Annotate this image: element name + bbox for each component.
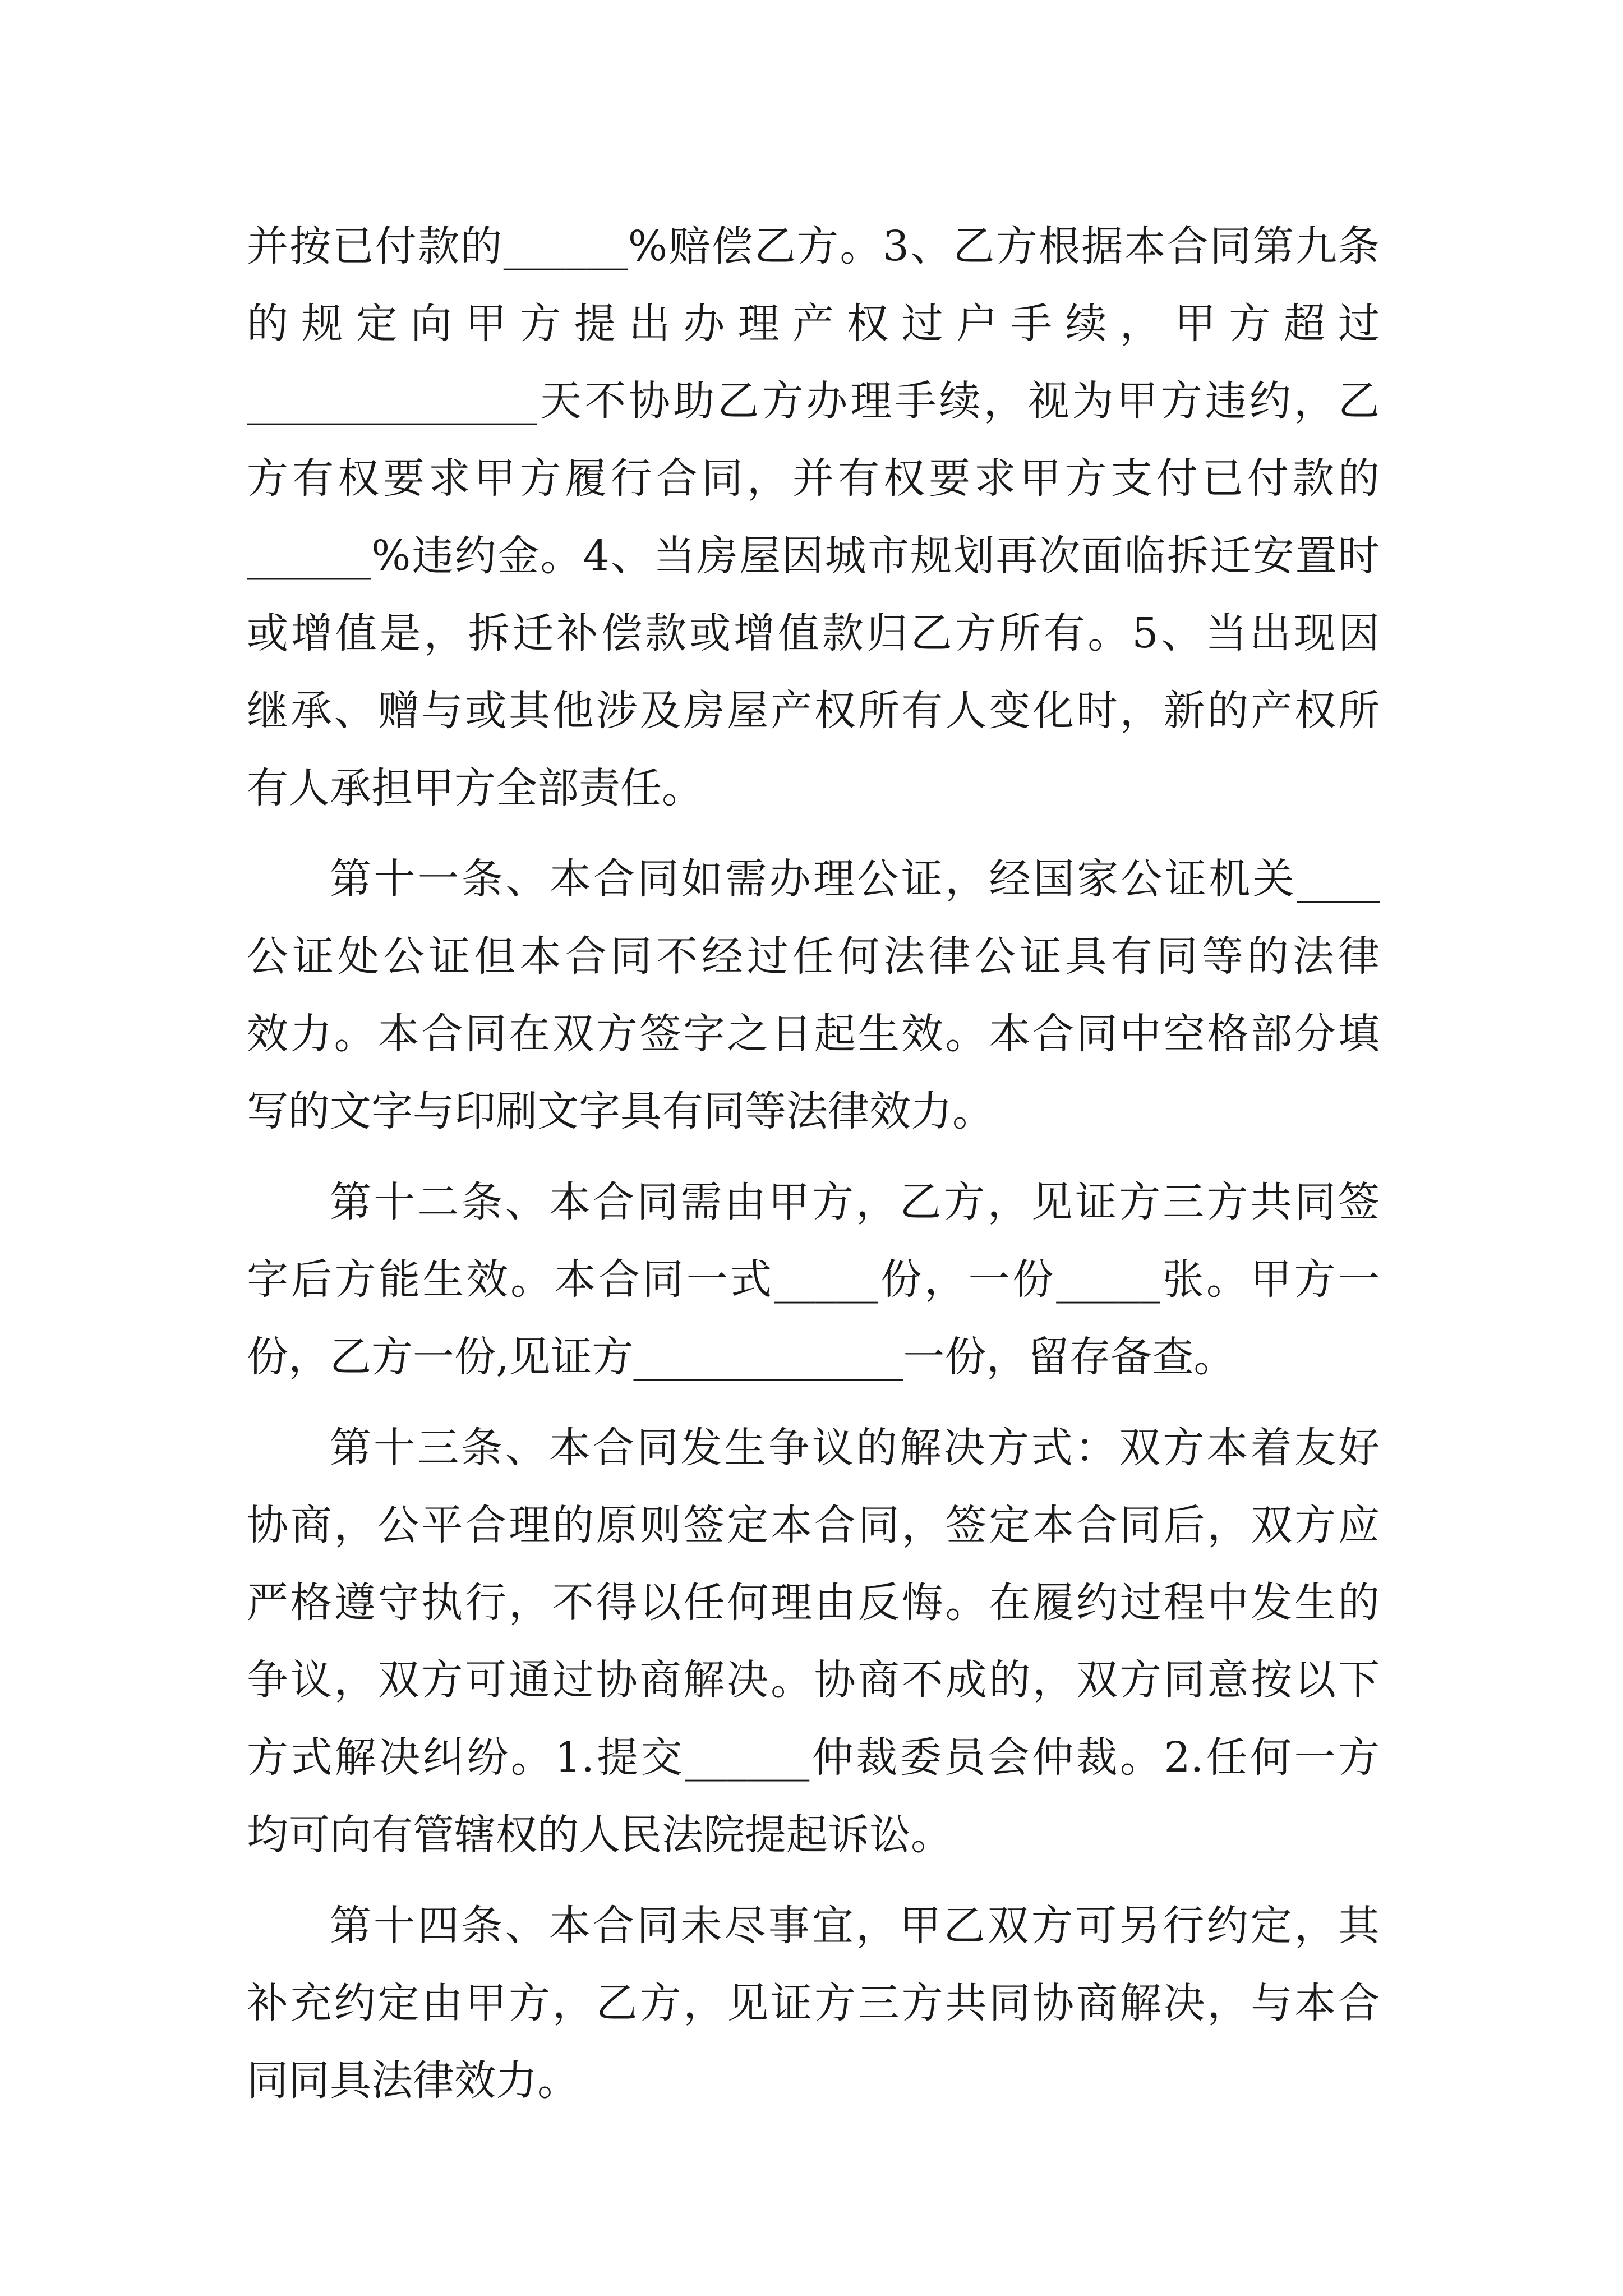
clause-14 (247, 1887, 1380, 2119)
text-line: 公证处公证但本合同不经过任何法律公证具有同等的法律 (247, 932, 1380, 981)
text-line: ______________天不协助乙方办理手续，视为甲方违约，乙 (247, 377, 1380, 425)
text-line: 同同具法律效力。 (247, 2056, 579, 2105)
text-line: 争议，双方可通过协商解决。协商不成的，双方同意按以下 (247, 1656, 1380, 1704)
clause-12 (247, 1163, 1380, 1396)
text-line: 并按已付款的______%赔偿乙方。3、乙方根据本合同第九条 (247, 222, 1380, 270)
text-line: 第十一条、本合同如需办理公证，经国家公证机关____ (330, 855, 1380, 903)
clause-13 (247, 1409, 1380, 1874)
text-line: 方式解决纠纷。1.提交______仲裁委员会仲裁。2.任何一方 (247, 1733, 1380, 1782)
text-line: 第十三条、本合同发生争议的解决方式：双方本着友好 (330, 1424, 1380, 1472)
text-line: 第十二条、本合同需由甲方，乙方，见证方三方共同签 (330, 1178, 1380, 1226)
clause-10-continued (247, 208, 1380, 827)
text-line: 继承、赠与或其他涉及房屋产权所有人变化时，新的产权所 (247, 687, 1380, 735)
document-body (247, 208, 1380, 2119)
text-line: 写的文字与印刷文字具有同等法律效力。 (247, 1087, 994, 1135)
text-line: ______%违约金。4、当房屋因城市规划再次面临拆迁安置时 (247, 532, 1380, 580)
text-line: 严格遵守执行，不得以任何理由反悔。在履约过程中发生的 (247, 1579, 1380, 1627)
text-line: 均可向有管辖权的人民法院提起诉讼。 (247, 1811, 952, 1859)
text-line: 字后方能生效。本合同一式_____份，一份_____张。甲方一 (247, 1255, 1380, 1304)
text-line: 第十四条、本合同未尽事宜，甲乙双方可另行约定，其 (330, 1902, 1380, 1950)
text-line: 份，乙方一份,见证方_____________一份，留存备查。 (247, 1333, 1235, 1381)
text-line: 补充约定由甲方，乙方，见证方三方共同协商解决，与本合 (247, 1979, 1380, 2027)
clause-11 (247, 840, 1380, 1150)
text-line: 效力。本合同在双方签字之日起生效。本合同中空格部分填 (247, 1010, 1380, 1058)
text-line: 的规定向甲方提出办理产权过户手续，甲方超过 (247, 300, 1380, 348)
text-line: 有人承担甲方全部责任。 (247, 764, 703, 812)
text-line: 或增值是，拆迁补偿款或增值款归乙方所有。5、当出现因 (247, 609, 1380, 657)
text-line: 协商，公平合理的原则签定本合同，签定本合同后，双方应 (247, 1501, 1380, 1549)
text-line: 方有权要求甲方履行合同，并有权要求甲方支付已付款的 (247, 454, 1380, 503)
